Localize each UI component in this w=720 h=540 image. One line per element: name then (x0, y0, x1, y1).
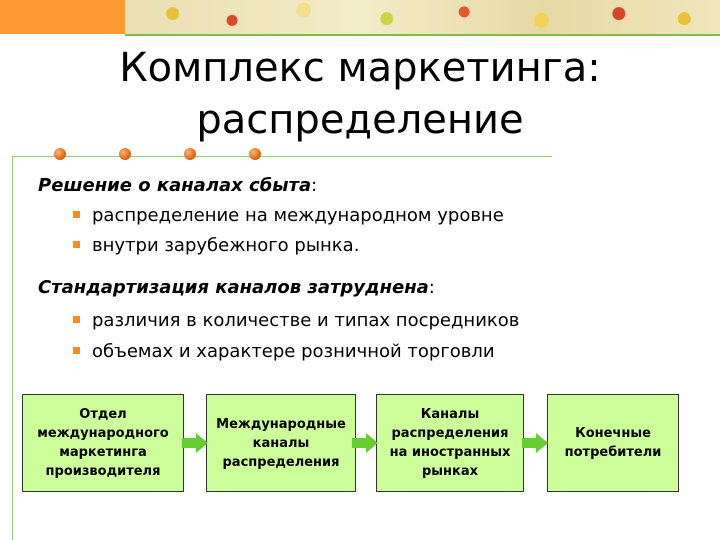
banner-green-line (125, 34, 720, 36)
flow-box-manufacturer-department: Отдел международного маркетинга производителя (22, 394, 184, 492)
bullet-item (75, 205, 504, 226)
bullet-item (75, 235, 359, 256)
section-heading-text: Решение о каналах сбыта (38, 175, 312, 196)
section-heading-standardization (38, 277, 435, 298)
decor-dot (119, 148, 131, 160)
bullet-item (75, 310, 519, 331)
bullet-text: объемах и характере розничной торговли (92, 341, 495, 362)
frame-horizontal-line (12, 156, 552, 157)
flow-arrow-icon (182, 433, 208, 453)
bullet-text: различия в количестве и типах посредников (92, 310, 520, 331)
section-heading-text: Стандартизация каналов затруднена (38, 277, 429, 298)
flow-arrow-icon (352, 433, 378, 453)
slide-title-line-1: Комплекс маркетинга: (119, 45, 601, 91)
bullet-square-icon (73, 316, 80, 323)
bullet-text: распределение на международном уровне (92, 205, 504, 226)
slide-title-line-2: распределение (196, 97, 524, 143)
bullet-square-icon (73, 347, 80, 354)
banner-photo-strip (125, 0, 720, 34)
flow-arrow-icon (522, 433, 548, 453)
section-heading-colon: : (311, 175, 318, 196)
bullet-square-icon (73, 211, 80, 218)
frame-vertical-line (12, 156, 13, 540)
decor-dot (249, 148, 261, 160)
decor-dot (184, 148, 196, 160)
flow-box-foreign-channels: Каналы распределения на иностранных рынках (376, 394, 524, 492)
decorative-banner (0, 0, 720, 36)
flow-box-end-consumers: Конечные потребители (547, 394, 679, 492)
banner-orange-block (0, 0, 125, 34)
bullet-text: внутри зарубежного рынка. (92, 235, 360, 256)
slide-title (0, 42, 720, 146)
bullet-item (75, 341, 495, 362)
section-heading-colon: : (428, 277, 435, 298)
flow-box-international-channels: Международные каналы распределения (206, 394, 356, 492)
decor-dot (54, 148, 66, 160)
section-heading-channels (38, 175, 317, 196)
bullet-square-icon (73, 241, 80, 248)
